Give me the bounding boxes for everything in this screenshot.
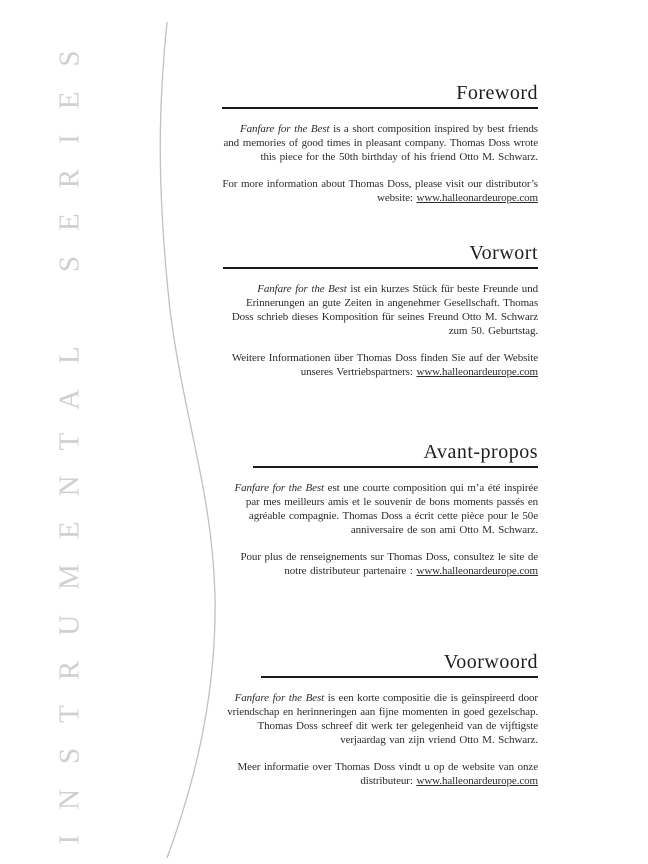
intro-text: is een korte compositie die is geïnspireerd door vriendschap en herinneringen aan fijne momenten in goed gezelschap. Thomas Doss schreef dit werk ter gelegenheid van de vijftigste verjaardag van zijn vriend Otto M. Schwarz.	[227, 692, 538, 746]
info-text: Meer informatie over Thomas Doss vindt u op de website van onze distributeur:	[237, 761, 538, 787]
section-avant-propos	[222, 440, 538, 578]
section-vorwort	[222, 241, 538, 379]
section-heading: Avant-propos	[423, 441, 538, 463]
heading-rule	[261, 676, 538, 678]
distributor-link[interactable]: www.halleonardeurope.com	[416, 775, 538, 787]
info-text: Weitere Informationen über Thomas Doss finden Sie auf der Website unseres Vertriebspartners:	[231, 352, 538, 378]
work-title: Fanfare for the Best	[234, 692, 325, 704]
intro-text: est une courte composition qui m’a été inspirée par mes meilleurs amis et le souvenir de bons moments passés en agréable compagnie. Thomas Doss a écrit cette pièce pour le 50e anniversaire de son ami Otto M. Schwarz.	[245, 482, 538, 536]
info-paragraph	[222, 351, 538, 379]
section-voorwoord	[222, 650, 538, 788]
section-foreword	[222, 81, 538, 205]
distributor-link[interactable]: www.halleonardeurope.com	[416, 565, 538, 577]
intro-paragraph	[222, 691, 538, 747]
section-heading: Voorwoord	[443, 651, 538, 673]
info-text: For more information about Thomas Doss, please visit our distributor’s website:	[222, 178, 538, 204]
distributor-link[interactable]: www.halleonardeurope.com	[416, 366, 538, 378]
info-paragraph	[222, 550, 538, 578]
distributor-link[interactable]: www.halleonardeurope.com	[416, 192, 538, 204]
intro-paragraph	[222, 282, 538, 338]
heading-rule	[253, 466, 538, 468]
intro-paragraph	[222, 481, 538, 537]
info-paragraph	[222, 760, 538, 788]
work-title: Fanfare for the Best	[257, 283, 347, 295]
section-heading: Foreword	[456, 82, 538, 104]
work-title: Fanfare for the Best	[239, 123, 330, 135]
heading-rule	[223, 267, 538, 269]
heading-rule	[222, 107, 538, 109]
intro-paragraph	[222, 122, 538, 164]
info-text: Pour plus de renseignements sur Thomas Doss, consultez le site de notre distributeur partenaire :	[240, 551, 538, 577]
series-watermark-label: INSTRUMENTAL SERIES	[53, 25, 86, 845]
intro-text: ist ein kurzes Stück für beste Freunde und Erinnerungen an gute Zeiten in angenehmer Gesellschaft. Thomas Doss schrieb dieses Komposition für seines Freund Otto M. Schwarz zum 50. Geburtstag.	[231, 283, 538, 337]
intro-text: is a short composition inspired by best friends and memories of good times in pleasant company. Thomas Doss wrote this piece for the 50th birthday of his friend Otto M. Schwarz.	[223, 123, 538, 163]
work-title: Fanfare for the Best	[234, 482, 325, 494]
info-paragraph	[222, 177, 538, 205]
section-heading: Vorwort	[469, 242, 538, 264]
